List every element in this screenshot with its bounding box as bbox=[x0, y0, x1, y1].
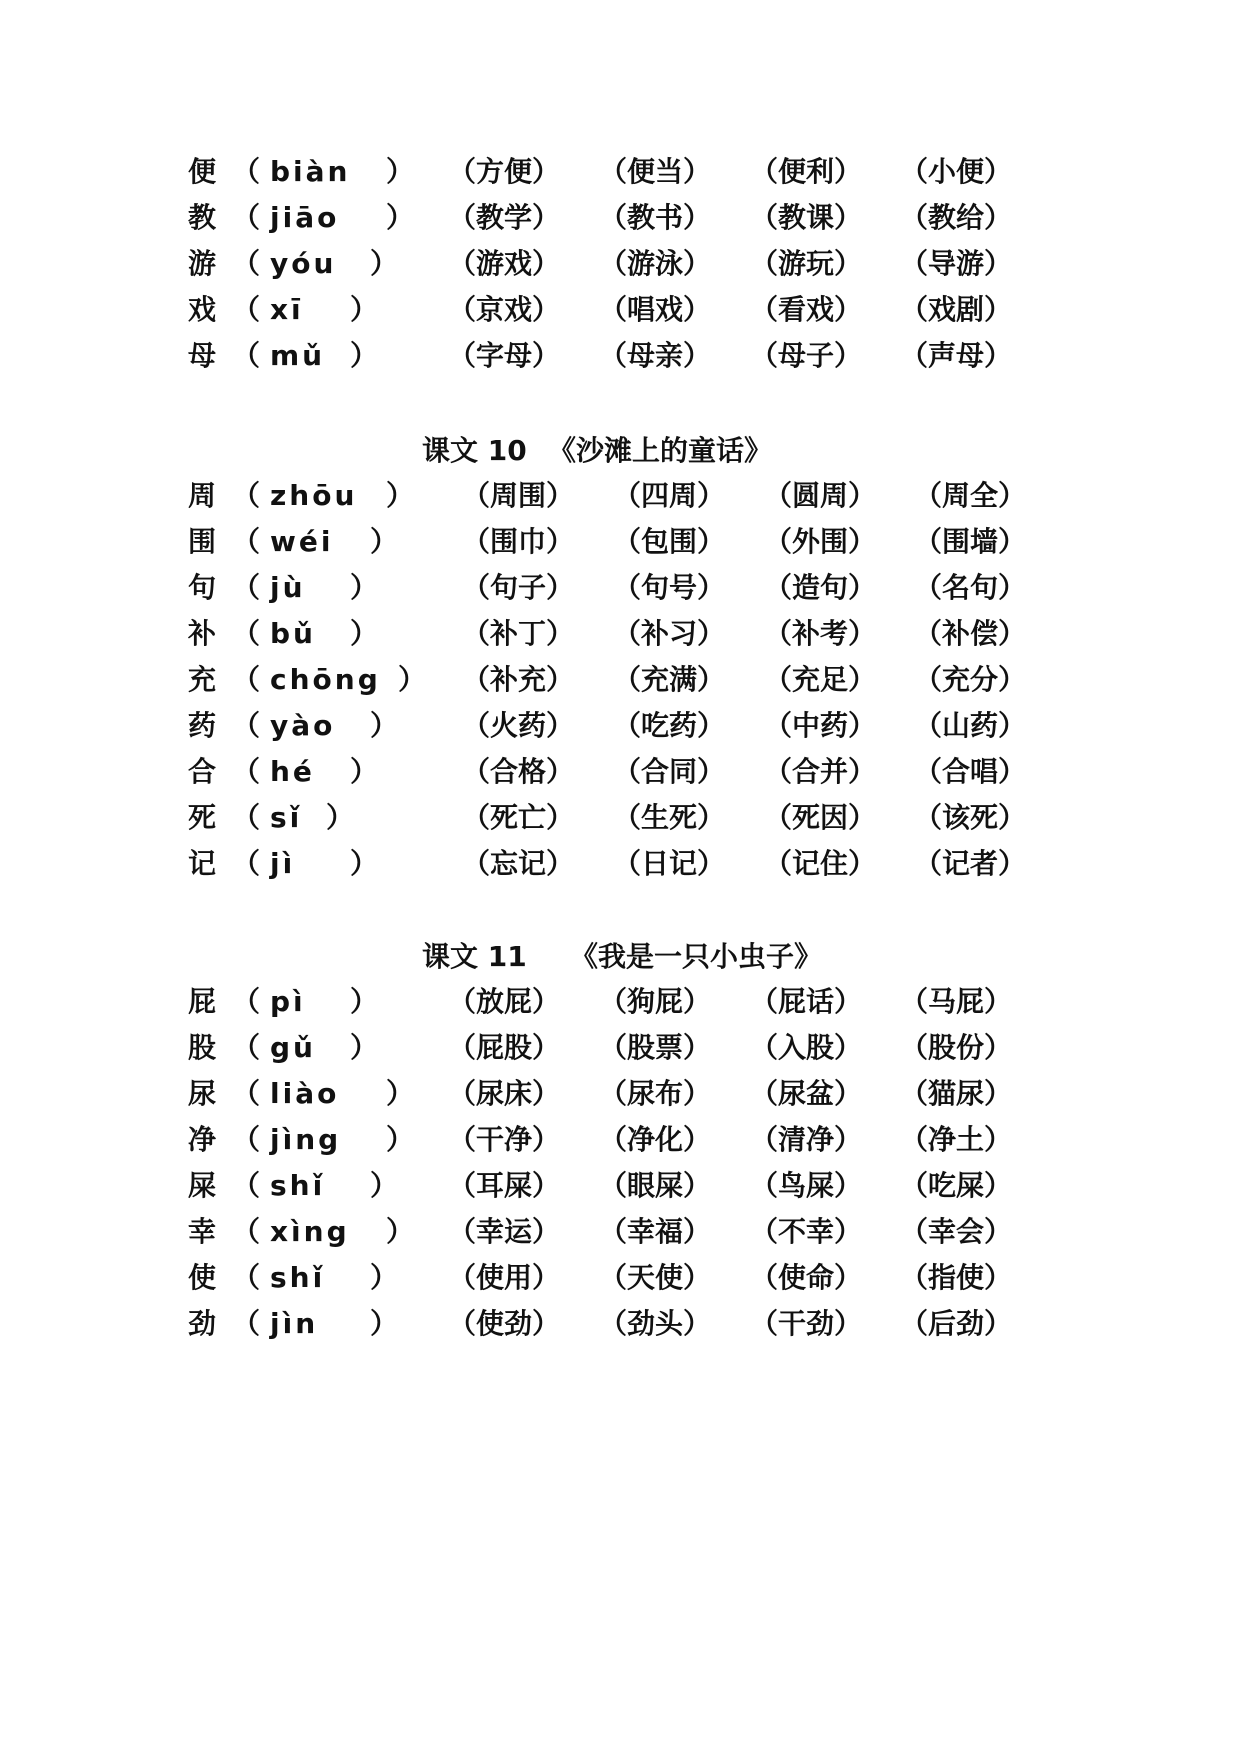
right-paren: ） bbox=[370, 1307, 399, 1340]
row-pinyin: chōng bbox=[270, 663, 381, 696]
row-character: 屁 bbox=[188, 985, 217, 1018]
lesson-title: 《我是一只小虫子》 bbox=[570, 940, 823, 973]
word-4: （小便） bbox=[900, 155, 1013, 188]
word-2: （母亲） bbox=[599, 339, 712, 372]
word-3: （母子） bbox=[750, 339, 863, 372]
word-1: （京戏） bbox=[448, 293, 561, 326]
right-paren: ） bbox=[370, 525, 399, 558]
row-pinyin: jiāo bbox=[270, 201, 340, 234]
row-character: 便 bbox=[188, 155, 217, 188]
row-character: 使 bbox=[188, 1261, 217, 1294]
left-paren: （ bbox=[232, 663, 261, 696]
row-character: 死 bbox=[188, 801, 217, 834]
word-2: （日记） bbox=[613, 847, 726, 880]
word-1: （游戏） bbox=[448, 247, 561, 280]
table-row bbox=[0, 980, 1241, 1024]
left-paren: （ bbox=[232, 339, 261, 372]
word-2: （句号） bbox=[613, 571, 726, 604]
word-1: （句子） bbox=[462, 571, 575, 604]
word-3: （充足） bbox=[764, 663, 877, 696]
word-2: （净化） bbox=[599, 1123, 712, 1156]
word-4: （周全） bbox=[914, 479, 1027, 512]
word-3: （清净） bbox=[750, 1123, 863, 1156]
right-paren: ） bbox=[350, 985, 379, 1018]
row-pinyin: wéi bbox=[270, 525, 334, 558]
right-paren: ） bbox=[350, 571, 379, 604]
word-1: （耳屎） bbox=[448, 1169, 561, 1202]
left-paren: （ bbox=[232, 709, 261, 742]
row-character: 劲 bbox=[188, 1307, 217, 1340]
left-paren: （ bbox=[232, 985, 261, 1018]
word-4: （山药） bbox=[914, 709, 1027, 742]
word-2: （股票） bbox=[599, 1031, 712, 1064]
right-paren: ） bbox=[386, 1123, 415, 1156]
left-paren: （ bbox=[232, 155, 261, 188]
table-row bbox=[0, 196, 1241, 240]
word-1: （火药） bbox=[462, 709, 575, 742]
row-character: 屎 bbox=[188, 1169, 217, 1202]
word-4: （吃屎） bbox=[900, 1169, 1013, 1202]
word-4: （马屁） bbox=[900, 985, 1013, 1018]
row-character: 充 bbox=[188, 663, 217, 696]
left-paren: （ bbox=[232, 617, 261, 650]
table-row bbox=[0, 1210, 1241, 1254]
table-row bbox=[0, 1026, 1241, 1070]
table-row bbox=[0, 842, 1241, 886]
left-paren: （ bbox=[232, 247, 261, 280]
lesson-number: 课文 11 bbox=[422, 940, 527, 973]
row-pinyin: zhōu bbox=[270, 479, 358, 512]
right-paren: ） bbox=[350, 847, 379, 880]
word-2: （充满） bbox=[613, 663, 726, 696]
row-pinyin: yóu bbox=[270, 247, 337, 280]
word-3: （补考） bbox=[764, 617, 877, 650]
row-character: 游 bbox=[188, 247, 217, 280]
row-pinyin: shǐ bbox=[270, 1261, 326, 1294]
table-row bbox=[0, 1118, 1241, 1162]
word-3: （鸟屎） bbox=[750, 1169, 863, 1202]
right-paren: ） bbox=[386, 1215, 415, 1248]
row-pinyin: mǔ bbox=[270, 339, 326, 372]
row-pinyin: biàn bbox=[270, 155, 351, 188]
word-1: （补充） bbox=[462, 663, 575, 696]
table-row bbox=[0, 1256, 1241, 1300]
left-paren: （ bbox=[232, 801, 261, 834]
word-4: （围墙） bbox=[914, 525, 1027, 558]
row-character: 补 bbox=[188, 617, 217, 650]
word-2: （尿布） bbox=[599, 1077, 712, 1110]
word-4: （充分） bbox=[914, 663, 1027, 696]
word-1: （放屁） bbox=[448, 985, 561, 1018]
word-1: （尿床） bbox=[448, 1077, 561, 1110]
row-character: 合 bbox=[188, 755, 217, 788]
row-character: 句 bbox=[188, 571, 217, 604]
word-2: （合同） bbox=[613, 755, 726, 788]
lesson-title: 《沙滩上的童话》 bbox=[548, 434, 773, 467]
word-1: （使用） bbox=[448, 1261, 561, 1294]
lesson-number: 课文 10 bbox=[422, 434, 527, 467]
left-paren: （ bbox=[232, 847, 261, 880]
left-paren: （ bbox=[232, 755, 261, 788]
word-4: （声母） bbox=[900, 339, 1013, 372]
row-pinyin: xìng bbox=[270, 1215, 350, 1248]
right-paren: ） bbox=[370, 1169, 399, 1202]
table-row bbox=[0, 796, 1241, 840]
word-2: （生死） bbox=[613, 801, 726, 834]
row-character: 记 bbox=[188, 847, 217, 880]
left-paren: （ bbox=[232, 1307, 261, 1340]
word-1: （方便） bbox=[448, 155, 561, 188]
table-row bbox=[0, 334, 1241, 378]
table-row bbox=[0, 658, 1241, 702]
table-row bbox=[0, 1164, 1241, 1208]
row-pinyin: shǐ bbox=[270, 1169, 326, 1202]
word-2: （劲头） bbox=[599, 1307, 712, 1340]
row-character: 教 bbox=[188, 201, 217, 234]
word-3: （圆周） bbox=[764, 479, 877, 512]
word-3: （死因） bbox=[764, 801, 877, 834]
right-paren: ） bbox=[386, 155, 415, 188]
word-3: （使命） bbox=[750, 1261, 863, 1294]
row-character: 母 bbox=[188, 339, 217, 372]
right-paren: ） bbox=[398, 663, 427, 696]
table-row bbox=[0, 704, 1241, 748]
left-paren: （ bbox=[232, 1261, 261, 1294]
word-4: （补偿） bbox=[914, 617, 1027, 650]
row-pinyin: sǐ bbox=[270, 801, 303, 834]
row-pinyin: jìn bbox=[270, 1307, 319, 1340]
table-row bbox=[0, 242, 1241, 286]
row-pinyin: jì bbox=[270, 847, 296, 880]
word-1: （合格） bbox=[462, 755, 575, 788]
word-1: （幸运） bbox=[448, 1215, 561, 1248]
left-paren: （ bbox=[232, 479, 261, 512]
table-row bbox=[0, 520, 1241, 564]
word-2: （四周） bbox=[613, 479, 726, 512]
word-2: （便当） bbox=[599, 155, 712, 188]
row-pinyin: liào bbox=[270, 1077, 340, 1110]
word-3: （记住） bbox=[764, 847, 877, 880]
word-4: （净土） bbox=[900, 1123, 1013, 1156]
right-paren: ） bbox=[350, 617, 379, 650]
right-paren: ） bbox=[350, 755, 379, 788]
row-character: 股 bbox=[188, 1031, 217, 1064]
right-paren: ） bbox=[350, 293, 379, 326]
word-3: （外围） bbox=[764, 525, 877, 558]
table-row bbox=[0, 1072, 1241, 1116]
word-2: （吃药） bbox=[613, 709, 726, 742]
row-pinyin: jù bbox=[270, 571, 306, 604]
left-paren: （ bbox=[232, 1169, 261, 1202]
right-paren: ） bbox=[386, 479, 415, 512]
word-4: （后劲） bbox=[900, 1307, 1013, 1340]
row-pinyin: yào bbox=[270, 709, 336, 742]
left-paren: （ bbox=[232, 525, 261, 558]
table-row bbox=[0, 750, 1241, 794]
row-pinyin: xī bbox=[270, 293, 304, 326]
right-paren: ） bbox=[370, 709, 399, 742]
word-4: （教给） bbox=[900, 201, 1013, 234]
word-4: （合唱） bbox=[914, 755, 1027, 788]
left-paren: （ bbox=[232, 1215, 261, 1248]
word-3: （入股） bbox=[750, 1031, 863, 1064]
word-4: （指使） bbox=[900, 1261, 1013, 1294]
row-pinyin: pì bbox=[270, 985, 306, 1018]
word-4: （幸会） bbox=[900, 1215, 1013, 1248]
row-pinyin: jìng bbox=[270, 1123, 342, 1156]
right-paren: ） bbox=[326, 801, 355, 834]
word-4: （股份） bbox=[900, 1031, 1013, 1064]
word-3: （教课） bbox=[750, 201, 863, 234]
row-character: 药 bbox=[188, 709, 217, 742]
left-paren: （ bbox=[232, 293, 261, 326]
word-4: （记者） bbox=[914, 847, 1027, 880]
word-1: （死亡） bbox=[462, 801, 575, 834]
word-1: （教学） bbox=[448, 201, 561, 234]
word-2: （教书） bbox=[599, 201, 712, 234]
row-character: 尿 bbox=[188, 1077, 217, 1110]
word-3: （屁话） bbox=[750, 985, 863, 1018]
table-row bbox=[0, 474, 1241, 518]
word-4: （该死） bbox=[914, 801, 1027, 834]
word-4: （名句） bbox=[914, 571, 1027, 604]
word-3: （不幸） bbox=[750, 1215, 863, 1248]
left-paren: （ bbox=[232, 1077, 261, 1110]
table-row bbox=[0, 1302, 1241, 1346]
word-2: （补习） bbox=[613, 617, 726, 650]
word-3: （看戏） bbox=[750, 293, 863, 326]
word-2: （狗屁） bbox=[599, 985, 712, 1018]
word-4: （猫尿） bbox=[900, 1077, 1013, 1110]
word-3: （便利） bbox=[750, 155, 863, 188]
word-3: （合并） bbox=[764, 755, 877, 788]
word-3: （尿盆） bbox=[750, 1077, 863, 1110]
left-paren: （ bbox=[232, 1123, 261, 1156]
word-3: （干劲） bbox=[750, 1307, 863, 1340]
right-paren: ） bbox=[350, 339, 379, 372]
row-pinyin: gǔ bbox=[270, 1031, 316, 1064]
row-character: 戏 bbox=[188, 293, 217, 326]
word-1: （干净） bbox=[448, 1123, 561, 1156]
word-3: （造句） bbox=[764, 571, 877, 604]
word-4: （戏剧） bbox=[900, 293, 1013, 326]
right-paren: ） bbox=[370, 1261, 399, 1294]
word-1: （忘记） bbox=[462, 847, 575, 880]
word-3: （游玩） bbox=[750, 247, 863, 280]
word-1: （字母） bbox=[448, 339, 561, 372]
row-character: 幸 bbox=[188, 1215, 217, 1248]
word-3: （中药） bbox=[764, 709, 877, 742]
row-character: 围 bbox=[188, 525, 217, 558]
word-2: （包围） bbox=[613, 525, 726, 558]
section-heading bbox=[0, 428, 1241, 474]
left-paren: （ bbox=[232, 1031, 261, 1064]
right-paren: ） bbox=[386, 1077, 415, 1110]
word-1: （屁股） bbox=[448, 1031, 561, 1064]
word-1: （补丁） bbox=[462, 617, 575, 650]
table-row bbox=[0, 150, 1241, 194]
left-paren: （ bbox=[232, 571, 261, 604]
word-2: （唱戏） bbox=[599, 293, 712, 326]
right-paren: ） bbox=[350, 1031, 379, 1064]
word-2: （幸福） bbox=[599, 1215, 712, 1248]
row-pinyin: bǔ bbox=[270, 617, 316, 650]
table-row bbox=[0, 288, 1241, 332]
right-paren: ） bbox=[370, 247, 399, 280]
section-heading bbox=[0, 934, 1241, 980]
word-2: （游泳） bbox=[599, 247, 712, 280]
word-1: （围巾） bbox=[462, 525, 575, 558]
left-paren: （ bbox=[232, 201, 261, 234]
row-pinyin: hé bbox=[270, 755, 315, 788]
table-row bbox=[0, 566, 1241, 610]
row-character: 周 bbox=[188, 479, 217, 512]
word-4: （导游） bbox=[900, 247, 1013, 280]
word-1: （周围） bbox=[462, 479, 575, 512]
word-1: （使劲） bbox=[448, 1307, 561, 1340]
word-2: （天使） bbox=[599, 1261, 712, 1294]
word-2: （眼屎） bbox=[599, 1169, 712, 1202]
right-paren: ） bbox=[386, 201, 415, 234]
row-character: 净 bbox=[188, 1123, 217, 1156]
table-row bbox=[0, 612, 1241, 656]
